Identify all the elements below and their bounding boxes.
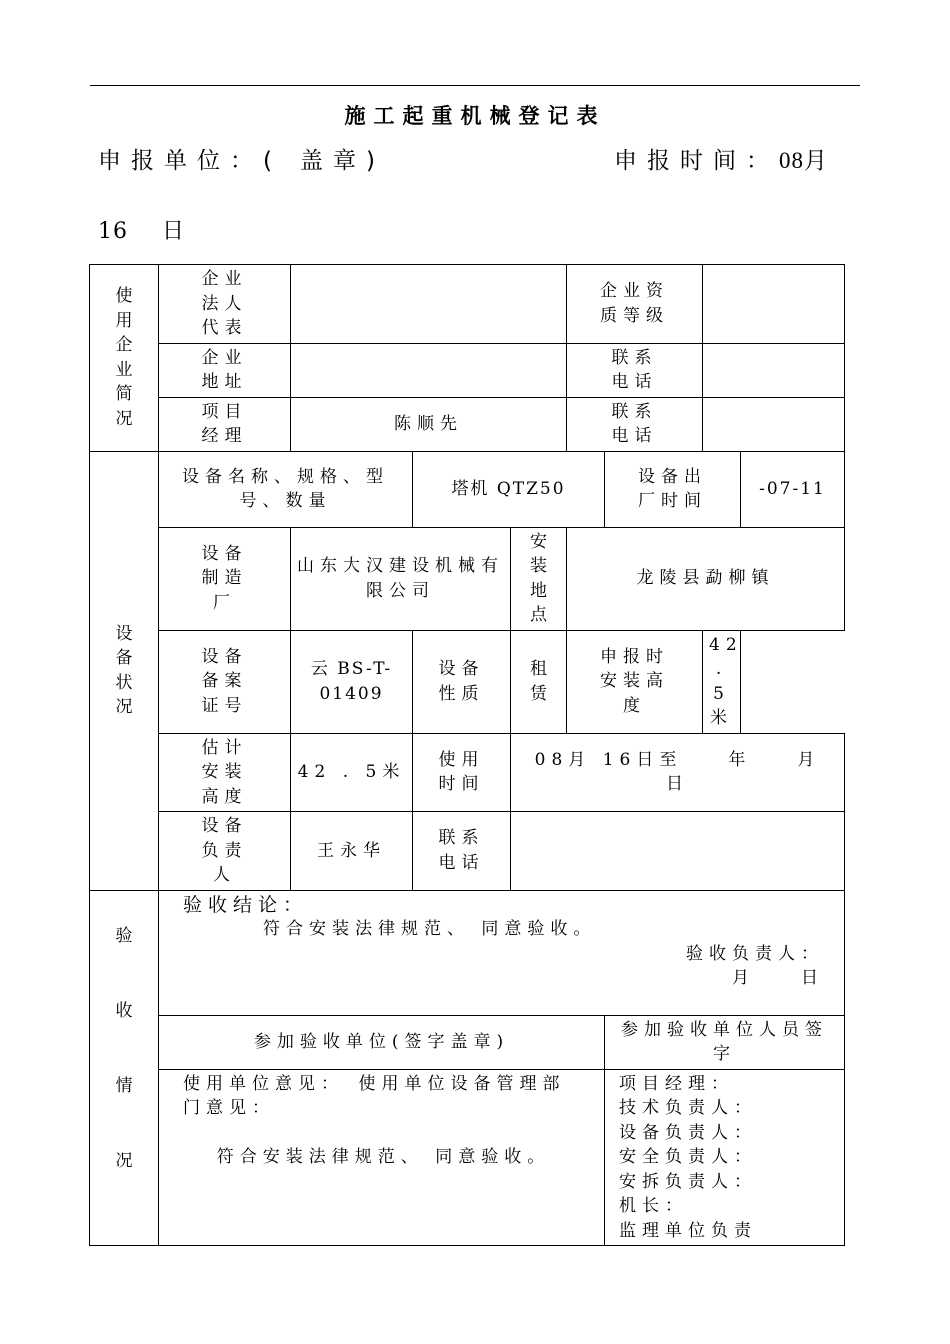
user-opinion: 使用单位意见： 使用单位设备管理部门意见： xyxy=(183,1073,566,1118)
factory-time-label: 设备出 厂时间 xyxy=(605,451,741,527)
factory-time-value: -07-11 xyxy=(741,451,845,527)
contact-phone-value-1 xyxy=(703,343,845,397)
declared-height-label: 申报时 安装高 度 xyxy=(567,630,703,733)
participating-people-label: 参加验收单位人员签字 xyxy=(605,1015,845,1069)
install-site-value: 龙陵县勐柳镇 xyxy=(567,527,845,630)
signer-operator: 机长： xyxy=(619,1196,689,1216)
signer-install-lead: 安拆负责人： xyxy=(619,1171,758,1192)
manufacturer-value: 山东大汉建设机械有限公司 xyxy=(291,527,511,630)
responsible-label: 验收负责人： xyxy=(686,943,825,964)
nature-label: 设备 性质 xyxy=(413,630,511,733)
equipment-name-label: 设备名称、规格、型号、数量 xyxy=(159,451,413,527)
enterprise-section-label: 使用企业简况 xyxy=(90,265,159,452)
conclusion-date: 月 日 xyxy=(732,968,825,988)
report-time xyxy=(614,142,828,175)
record-number-label: 设备 备案 证号 xyxy=(159,630,291,733)
contact-phone-value-2 xyxy=(703,397,845,451)
nature-value: 租赁 xyxy=(511,630,567,733)
declared-height-value: 42 . 5米 xyxy=(703,630,741,733)
signer-equipment-lead: 设备负责人： xyxy=(619,1122,758,1143)
signer-safety-lead: 安全负责人： xyxy=(619,1147,758,1167)
use-time-value: 08月 16日至 年 月 日 xyxy=(511,733,845,812)
report-day xyxy=(98,214,194,245)
equipment-name-value: 塔机 QTZ50 xyxy=(413,451,605,527)
owner-phone-label: 联系 电话 xyxy=(413,812,511,891)
signer-project-manager: 项目经理： xyxy=(619,1073,735,1094)
legal-rep-value xyxy=(291,265,567,344)
address-label: 企业 地址 xyxy=(159,343,291,397)
report-day-num: 16 xyxy=(98,219,128,244)
equipment-section-label: 设备状况 xyxy=(90,451,159,890)
conclusion-title: 验收结论： xyxy=(183,893,309,916)
user-conclusion: 符合安装法律规范、 同意验收。 xyxy=(216,1146,551,1167)
top-rule xyxy=(90,85,860,86)
report-time-label: 申报时间： xyxy=(614,148,779,174)
legal-rep-label: 企业 法人 代表 xyxy=(159,265,291,344)
owner-value: 王永华 xyxy=(291,812,413,891)
install-site-label: 安装地点 xyxy=(511,527,567,630)
signer-tech-lead: 技术负责人： xyxy=(619,1098,758,1118)
qualification-value xyxy=(703,265,845,344)
manufacturer-label: 设备 制造 厂 xyxy=(159,527,291,630)
project-manager-value: 陈顺先 xyxy=(291,397,567,451)
acceptance-section-label: 验收情况 xyxy=(90,890,159,1246)
use-time-label: 使用 时间 xyxy=(413,733,511,812)
registration-table xyxy=(89,264,867,1246)
owner-label: 设备 负责 人 xyxy=(159,812,291,891)
signers-cell xyxy=(605,1069,845,1246)
contact-phone-label-2: 联系 电话 xyxy=(567,397,703,451)
report-day-unit: 日 xyxy=(162,219,195,244)
conclusion-text: 符合安装法律规范、 同意验收。 xyxy=(263,919,597,939)
record-number-value: 云 BS-T-01409 xyxy=(291,630,413,733)
report-month: 08月 xyxy=(779,148,828,173)
owner-phone-value xyxy=(511,812,845,891)
signer-supervisor: 监理单位负责 xyxy=(619,1220,758,1241)
estimated-height-label: 估计 安装 高度 xyxy=(159,733,291,812)
user-opinion-cell xyxy=(159,1069,605,1246)
qualification-label: 企业资 质等级 xyxy=(567,265,703,344)
address-value xyxy=(291,343,567,397)
acceptance-conclusion xyxy=(159,890,845,1015)
contact-phone-label-1: 联系 电话 xyxy=(567,343,703,397)
report-unit-label: 申报单位：( xyxy=(98,148,282,174)
seal-label: 盖章) xyxy=(299,148,385,174)
report-unit xyxy=(98,142,385,175)
estimated-height-value: 42 . 5米 xyxy=(291,733,413,812)
participating-units-label: 参加验收单位(签字盖章) xyxy=(159,1015,605,1069)
project-manager-label: 项目 经理 xyxy=(159,397,291,451)
page-title: 施工起重机械登记表 xyxy=(344,104,606,128)
